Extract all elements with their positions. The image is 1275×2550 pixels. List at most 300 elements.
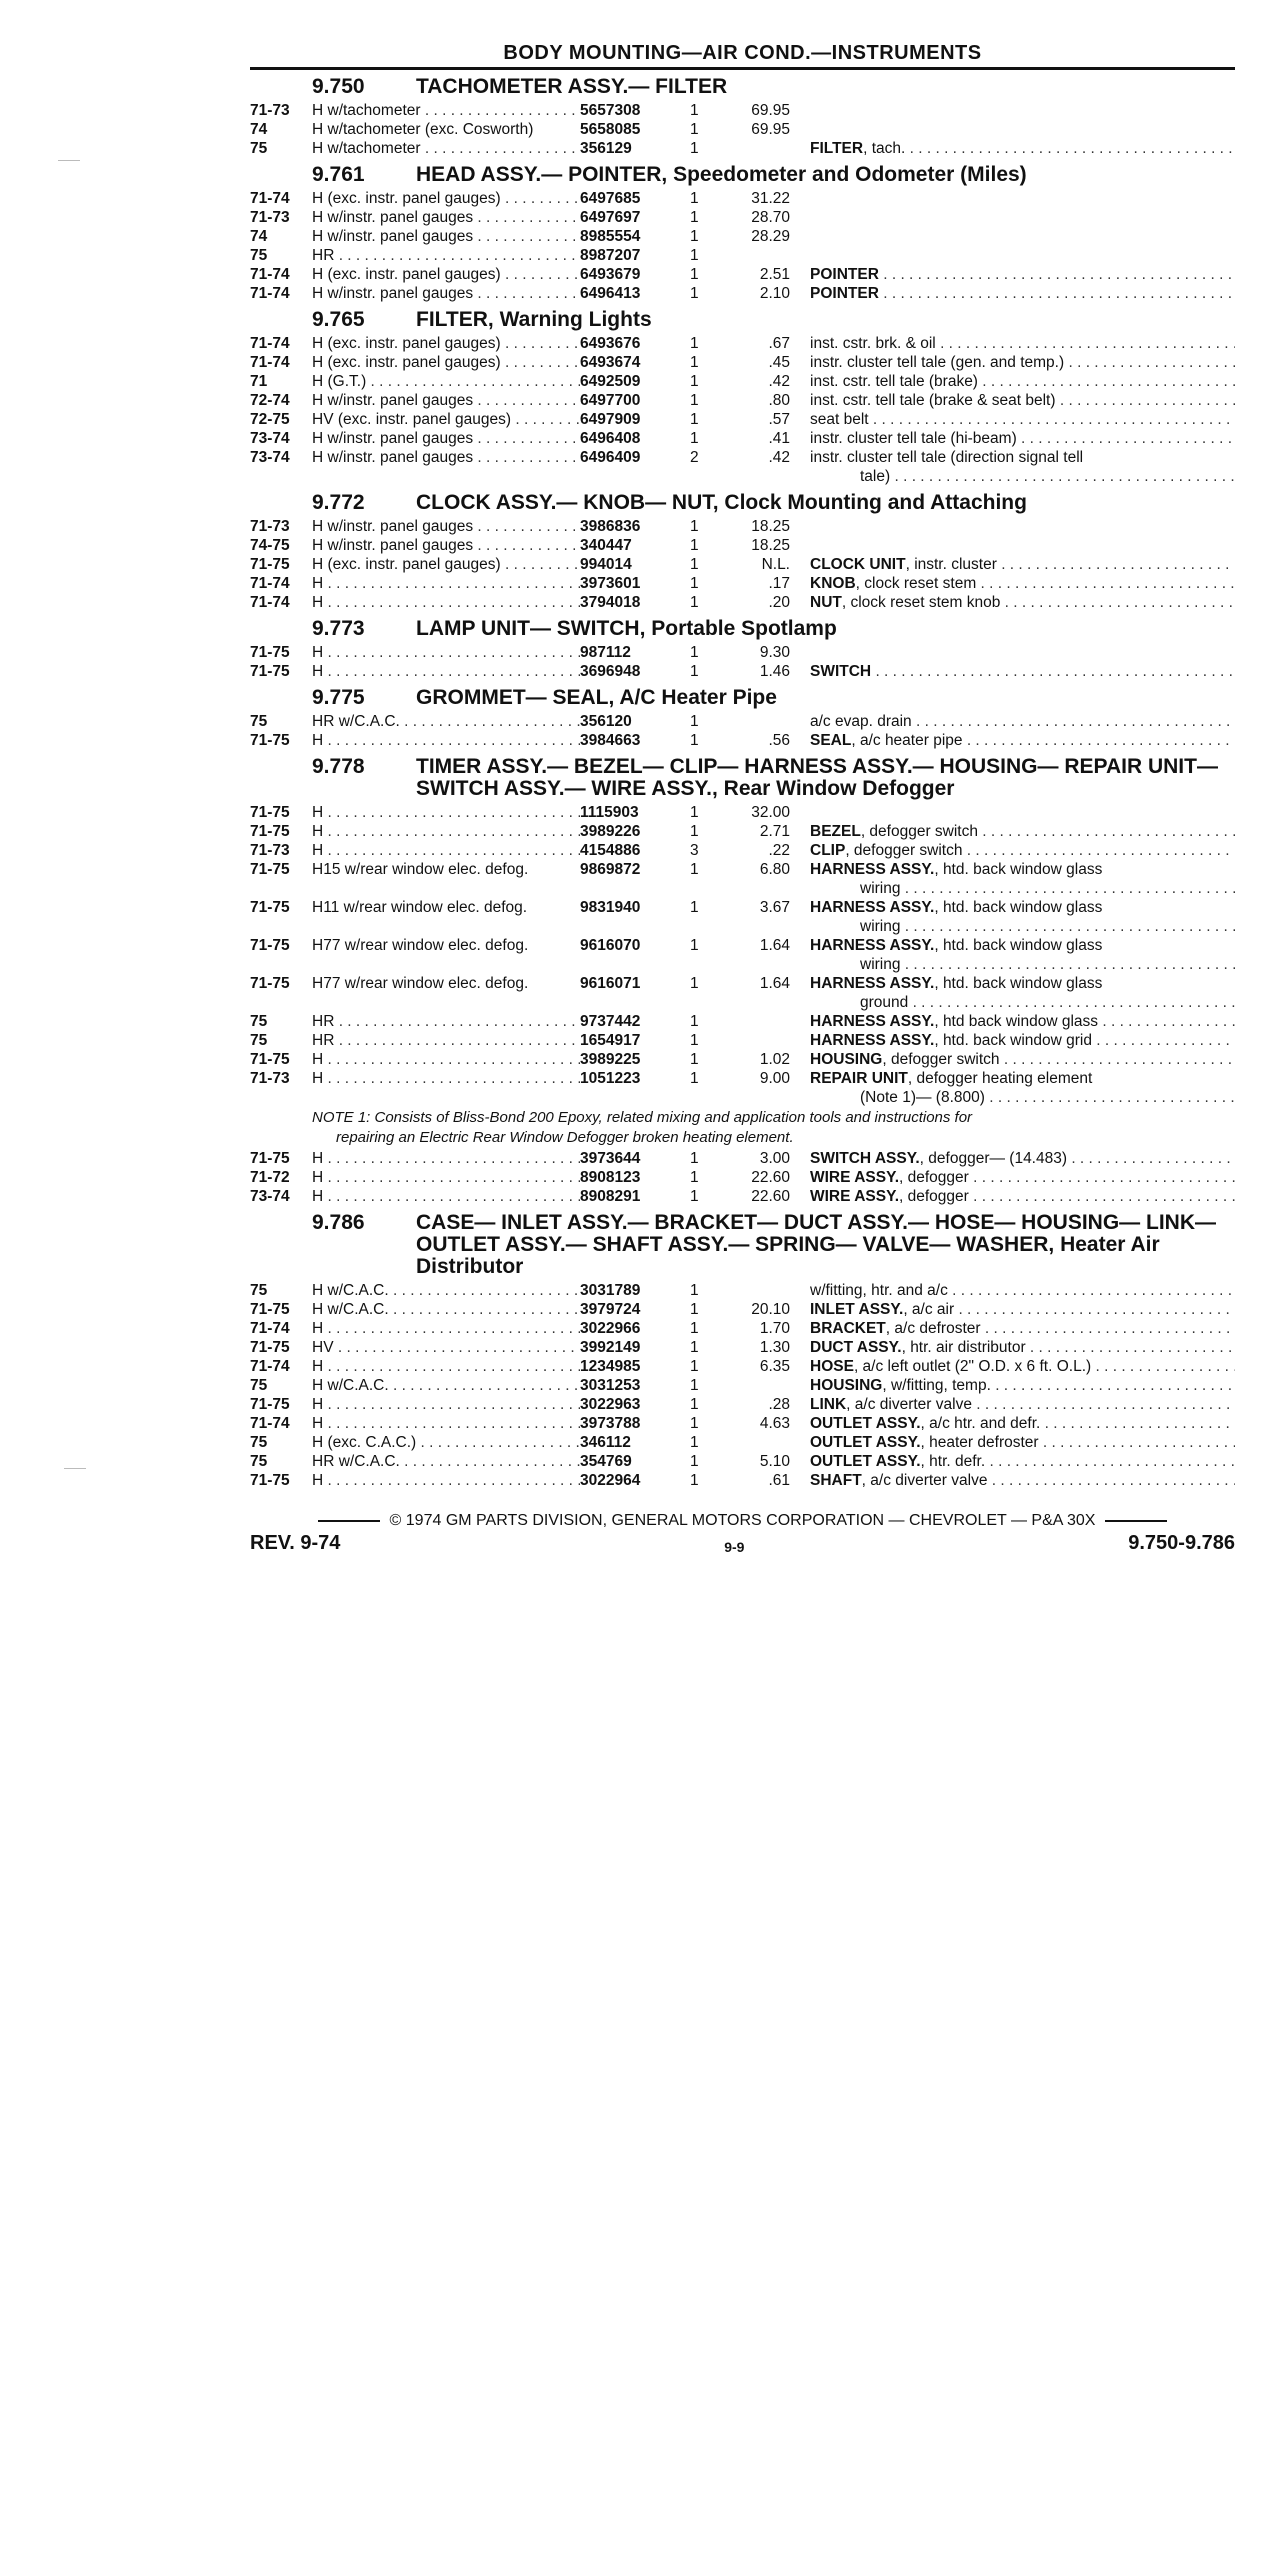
section-title [250,618,1235,640]
model-years: 71-75 [250,1051,290,1068]
model-years: 71-73 [250,842,290,859]
quantity: 1 [690,1188,699,1205]
model-description: HR w/C.A.C. . . . [312,712,580,731]
part-number: 6496413 [580,285,641,302]
part-name [810,334,1235,353]
part-name-text: , defogger heating element [907,1070,1093,1087]
part-name-text: , a/c diverter valve [846,1396,972,1413]
part-name [810,208,1235,227]
model-description: H w/tachometer (exc. Cosworth) [312,121,534,138]
price: .42 [768,373,790,390]
model-description: H . . . [312,1395,580,1414]
model-description: H (G.T.) . . . [312,372,580,391]
price: 1.30 [759,1339,790,1356]
part-name-continuation [250,917,1235,936]
model-years: 75 [250,140,268,157]
part-number: 1051223 [580,1070,641,1087]
part-name-text: instr. cluster tell tale (gen. and temp.) [810,354,1065,371]
footer-rule-left [318,1520,380,1522]
table-row [250,1376,1235,1395]
part-name [810,1433,1235,1452]
part-name-bold: POINTER [810,285,879,302]
part-name-text: seat belt [810,411,869,428]
part-name-continuation [250,955,1235,974]
quantity: 1 [690,1032,699,1049]
catalog-section [250,164,1235,303]
section-title [250,164,1235,186]
part-name [810,410,1235,429]
section-number: 9.786 [312,1211,365,1234]
section-title [250,309,1235,331]
part-number: 3992149 [580,1339,641,1356]
price: .41 [768,430,790,447]
quantity: 3 [690,842,699,859]
quantity: 1 [690,1339,699,1356]
part-number: 346112 [580,1434,631,1451]
part-name [810,712,1235,731]
part-number: 1234985 [580,1358,641,1375]
part-name [810,841,1235,860]
model-description: H . . . [312,1319,580,1338]
section-name: HEAD ASSY.— POINTER, Speedometer and Odometer (Miles) [416,163,1027,186]
part-name [810,803,1235,822]
table-row [250,284,1235,303]
model-years: 71-73 [250,518,290,535]
table-row [250,803,1235,822]
part-number: 3022964 [580,1472,641,1489]
model-years: 71-75 [250,663,290,680]
part-name [810,898,1235,917]
model-description: H w/C.A.C. . . . [312,1300,580,1319]
part-name-text: , a/c defroster [885,1320,981,1337]
price: .22 [768,842,790,859]
continuation-text: wiring . . . [860,955,1235,974]
part-number: 5658085 [580,121,641,138]
part-number: 3989225 [580,1051,641,1068]
part-number: 9737442 [580,1013,641,1030]
part-name [810,1471,1235,1490]
part-name-bold: WIRE ASSY. [810,1169,899,1186]
table-row [250,1319,1235,1338]
catalog-section [250,76,1235,158]
part-number: 6496408 [580,430,641,447]
table-row [250,372,1235,391]
model-description: H w/instr. panel gauges . . . [312,227,580,246]
model-description: H . . . [312,1168,580,1187]
table-row [250,712,1235,731]
quantity: 1 [690,975,699,992]
part-name-bold: REPAIR UNIT [810,1070,908,1087]
table-row [250,208,1235,227]
price: 69.95 [751,102,790,119]
part-name [810,1187,1235,1206]
part-number: 8987207 [580,247,641,264]
footer-row [250,1532,1235,1555]
model-description: H w/instr. panel gauges . . . [312,448,580,467]
price: 9.00 [759,1070,790,1087]
model-description: HR w/C.A.C. . . . [312,1452,580,1471]
quantity: 1 [690,266,699,283]
table-row [250,353,1235,372]
price: 22.60 [751,1169,790,1186]
section-number: 9.761 [312,163,365,186]
table-row [250,936,1235,955]
model-years: 71-75 [250,975,290,992]
part-number: 3973644 [580,1150,641,1167]
part-name-bold: OUTLET ASSY. [810,1415,921,1432]
part-name-text: , a/c diverter valve [861,1472,988,1489]
price: 69.95 [751,121,790,138]
quantity: 1 [690,575,699,592]
quantity: 1 [690,1396,699,1413]
part-name-text: , htd. back window grid [934,1032,1092,1049]
quantity: 1 [690,1358,699,1375]
table-row [250,227,1235,246]
part-number: 354769 [580,1453,632,1470]
catalog-section [250,492,1235,612]
section-name: CLOCK ASSY.— KNOB— NUT, Clock Mounting and Attaching [416,491,1027,514]
part-number: 4154886 [580,842,641,859]
price: 22.60 [751,1188,790,1205]
part-number: 356120 [580,713,632,730]
note-line: NOTE 1: Consists of Bliss-Bond 200 Epoxy, related mixing and application tools and instructions for [312,1109,973,1126]
part-name-text: inst. cstr. brk. & oil [810,335,936,352]
quantity: 1 [690,1320,699,1337]
part-name [810,227,1235,246]
part-number: 3022966 [580,1320,641,1337]
quantity: 1 [690,392,699,409]
model-years: 71-72 [250,1169,290,1186]
part-name-bold: SEAL [810,732,852,749]
model-years: 71-74 [250,575,290,592]
model-description: H . . . [312,1069,580,1088]
part-name [810,1149,1235,1168]
model-description: H . . . [312,1187,580,1206]
model-years: 72-75 [250,411,290,428]
quantity: 1 [690,663,699,680]
table-row [250,1433,1235,1452]
model-description: H77 w/rear window elec. defog. [312,937,529,954]
price [720,712,810,731]
quantity: 1 [690,1150,699,1167]
model-description: H w/instr. panel gauges . . . [312,517,580,536]
price: 2.10 [759,285,790,302]
revision-label: REV. 9-74 [250,1532,341,1554]
part-number: 6497697 [580,209,641,226]
part-name [810,1069,1235,1088]
price: 32.00 [751,804,790,821]
part-name [810,1300,1235,1319]
model-years: 75 [250,1453,268,1470]
model-years: 75 [250,1013,268,1030]
part-number: 3031789 [580,1282,641,1299]
part-name [810,1319,1235,1338]
part-number: 3973788 [580,1415,641,1432]
price: .80 [768,392,790,409]
table-row [250,429,1235,448]
part-number: 8908291 [580,1188,641,1205]
part-number: 6493679 [580,266,641,283]
part-name-bold: HARNESS ASSY. [810,899,935,916]
part-name [810,448,1235,467]
model-years: 75 [250,713,268,730]
model-description: H (exc. instr. panel gauges) . . . [312,353,580,372]
part-name-bold: HOSE [810,1358,854,1375]
part-name [810,555,1235,574]
part-number: 6497909 [580,411,641,428]
quantity: 1 [690,1453,699,1470]
part-number: 3794018 [580,594,641,611]
part-name [810,1414,1235,1433]
price: 18.25 [751,537,790,554]
model-years: 71-74 [250,335,290,352]
quantity: 1 [690,354,699,371]
quantity: 1 [690,644,699,661]
model-description: H . . . [312,574,580,593]
section-number: 9.775 [312,686,365,709]
quantity: 1 [690,556,699,573]
quantity: 1 [690,713,699,730]
price: .67 [768,335,790,352]
part-number: 3986836 [580,518,641,535]
continuation-text: (Note 1)— (8.800) . . . [860,1088,1235,1107]
price: 1.64 [759,937,790,954]
part-number: 8908123 [580,1169,641,1186]
model-description: H (exc. instr. panel gauges) . . . [312,265,580,284]
section-title [250,756,1235,800]
model-description: H w/C.A.C. . . . [312,1376,580,1395]
part-name-text: , htd. back window glass [934,975,1103,992]
part-name [810,284,1235,303]
table-row [250,1338,1235,1357]
price: 3.67 [759,899,790,916]
part-number: 1654917 [580,1032,641,1049]
model-years: 73-74 [250,430,290,447]
quantity: 1 [690,209,699,226]
model-years: 75 [250,1032,268,1049]
model-description: H15 w/rear window elec. defog. [312,861,529,878]
price: 6.80 [759,861,790,878]
part-name-text: , instr. cluster [905,556,997,573]
table-row [250,448,1235,467]
model-description: HR . . . [312,246,580,265]
part-name [810,731,1235,750]
catalog-section [250,618,1235,681]
part-name [810,1031,1235,1050]
table-row [250,1012,1235,1031]
part-name-text: , w/fitting, temp. [882,1377,991,1394]
part-name-bold: POINTER [810,266,879,283]
part-name-bold: KNOB [810,575,856,592]
model-description: H . . . [312,1471,580,1490]
part-name-text: inst. cstr. tell tale (brake & seat belt) [810,392,1056,409]
part-number: 3984663 [580,732,641,749]
part-name [810,643,1235,662]
quantity: 1 [690,823,699,840]
table-row [250,334,1235,353]
table-row [250,1395,1235,1414]
part-name [810,1338,1235,1357]
part-name-bold: BEZEL [810,823,861,840]
model-years: 71-73 [250,1070,290,1087]
part-number: 9616070 [580,937,641,954]
price [720,139,810,158]
part-name-text: instr. cluster tell tale (hi-beam) [810,430,1017,447]
part-name-bold: SWITCH ASSY. [810,1150,920,1167]
price: .17 [768,575,790,592]
continuation-text: wiring . . . [860,917,1235,936]
price: 31.22 [751,190,790,207]
part-number: 987112 [580,644,631,661]
note-line: repairing an Electric Rear Window Defogger broken heating element. [336,1129,794,1146]
section-name: GROMMET— SEAL, A/C Heater Pipe [416,686,777,709]
quantity: 1 [690,1051,699,1068]
part-number: 6497685 [580,190,641,207]
quantity: 2 [690,449,699,466]
part-number: 3979724 [580,1301,641,1318]
model-description: H w/tachometer . . . [312,101,580,120]
table-row [250,574,1235,593]
quantity: 1 [690,537,699,554]
part-name-text: , htr. defr. [920,1453,986,1470]
quantity: 1 [690,373,699,390]
table-row [250,898,1235,917]
price [720,1281,810,1300]
table-row [250,246,1235,265]
page-header: BODY MOUNTING—AIR COND.—INSTRUMENTS [250,42,1235,70]
section-title [250,1212,1235,1278]
model-description: H (exc. instr. panel gauges) . . . [312,555,580,574]
price: .61 [768,1472,790,1489]
section-range: 9.750-9.786 [1128,1532,1235,1554]
part-name-text: , clock reset stem [855,575,977,592]
section-name: TIMER ASSY.— BEZEL— CLIP— HARNESS ASSY.— HOUSING— REPAIR UNIT— SWITCH ASSY.— WIRE ASSY., Rear Window Defogger [416,755,1218,800]
part-name [810,101,1235,120]
model-description: H . . . [312,1050,580,1069]
part-name [810,974,1235,993]
quantity: 1 [690,804,699,821]
model-years: 73-74 [250,449,290,466]
part-number: 356129 [580,140,632,157]
price: 9.30 [759,644,790,661]
model-years: 71-74 [250,354,290,371]
model-years: 72-74 [250,392,290,409]
part-name-bold: WIRE ASSY. [810,1188,899,1205]
price [720,1012,810,1031]
model-years: 71-75 [250,899,290,916]
part-number: 9831940 [580,899,641,916]
part-name-text: a/c evap. drain [810,713,912,730]
part-name-bold: HOUSING [810,1051,883,1068]
part-name-text: , htd. back window glass [934,937,1103,954]
part-name-text: , defogger [899,1188,969,1205]
part-name [810,1395,1235,1414]
section-name: FILTER, Warning Lights [416,308,652,331]
quantity: 1 [690,121,699,138]
quantity: 1 [690,1377,699,1394]
part-name-bold: HARNESS ASSY. [810,1013,935,1030]
model-years: 71-75 [250,1150,290,1167]
model-description: H w/C.A.C. . . . [312,1281,580,1300]
page-number: 9-9 [724,1539,745,1555]
quantity: 1 [690,937,699,954]
model-years: 71-75 [250,823,290,840]
model-years: 75 [250,247,268,264]
quantity: 1 [690,1415,699,1432]
catalog-section [250,309,1235,486]
table-row [250,1452,1235,1471]
part-number: 9869872 [580,861,641,878]
price: 1.64 [759,975,790,992]
table-row [250,1149,1235,1168]
model-years: 71-75 [250,1301,290,1318]
price: 5.10 [759,1453,790,1470]
part-name-text: , htd back window glass [934,1013,1099,1030]
catalog-section [250,1212,1235,1490]
part-name-continuation [250,1088,1235,1107]
table-row [250,593,1235,612]
quantity: 1 [690,732,699,749]
model-years: 71-75 [250,1339,290,1356]
part-name [810,574,1235,593]
price [720,1031,810,1050]
part-name [810,265,1235,284]
part-name-text: w/fitting, htr. and a/c [810,1282,948,1299]
part-name [810,1357,1235,1376]
table-row [250,517,1235,536]
part-name-text: , defogger— (14.483) [919,1150,1068,1167]
part-name-text: , a/c htr. and defr. [920,1415,1041,1432]
table-row [250,189,1235,208]
model-years: 75 [250,1377,268,1394]
part-name [810,353,1235,372]
model-years: 71-74 [250,594,290,611]
part-name-bold: FILTER [810,140,864,157]
model-years: 74-75 [250,537,290,554]
part-name [810,372,1235,391]
table-row [250,974,1235,993]
quantity: 1 [690,190,699,207]
table-row [250,120,1235,139]
part-number: 6496409 [580,449,641,466]
quantity: 1 [690,1434,699,1451]
table-row [250,1069,1235,1088]
model-years: 71-74 [250,1415,290,1432]
model-description: H w/instr. panel gauges . . . [312,284,580,303]
part-name [810,429,1235,448]
part-name-text: , htd. back window glass [934,861,1103,878]
model-description: H . . . [312,593,580,612]
continuation-text: ground . . . [860,993,1235,1012]
part-name-bold: HARNESS ASSY. [810,975,935,992]
table-row [250,410,1235,429]
model-description: H w/instr. panel gauges . . . [312,536,580,555]
part-name [810,517,1235,536]
table-row [250,860,1235,879]
table-row [250,822,1235,841]
model-description: H11 w/rear window elec. defog. [312,899,528,916]
price: .45 [768,354,790,371]
quantity: 1 [690,1282,699,1299]
price: 6.35 [759,1358,790,1375]
section-title [250,687,1235,709]
quantity: 1 [690,899,699,916]
part-number: 6497700 [580,392,641,409]
sections-container [250,76,1235,1490]
part-number: 3022963 [580,1396,641,1413]
part-name-text: , a/c air [903,1301,955,1318]
section-number: 9.772 [312,491,365,514]
